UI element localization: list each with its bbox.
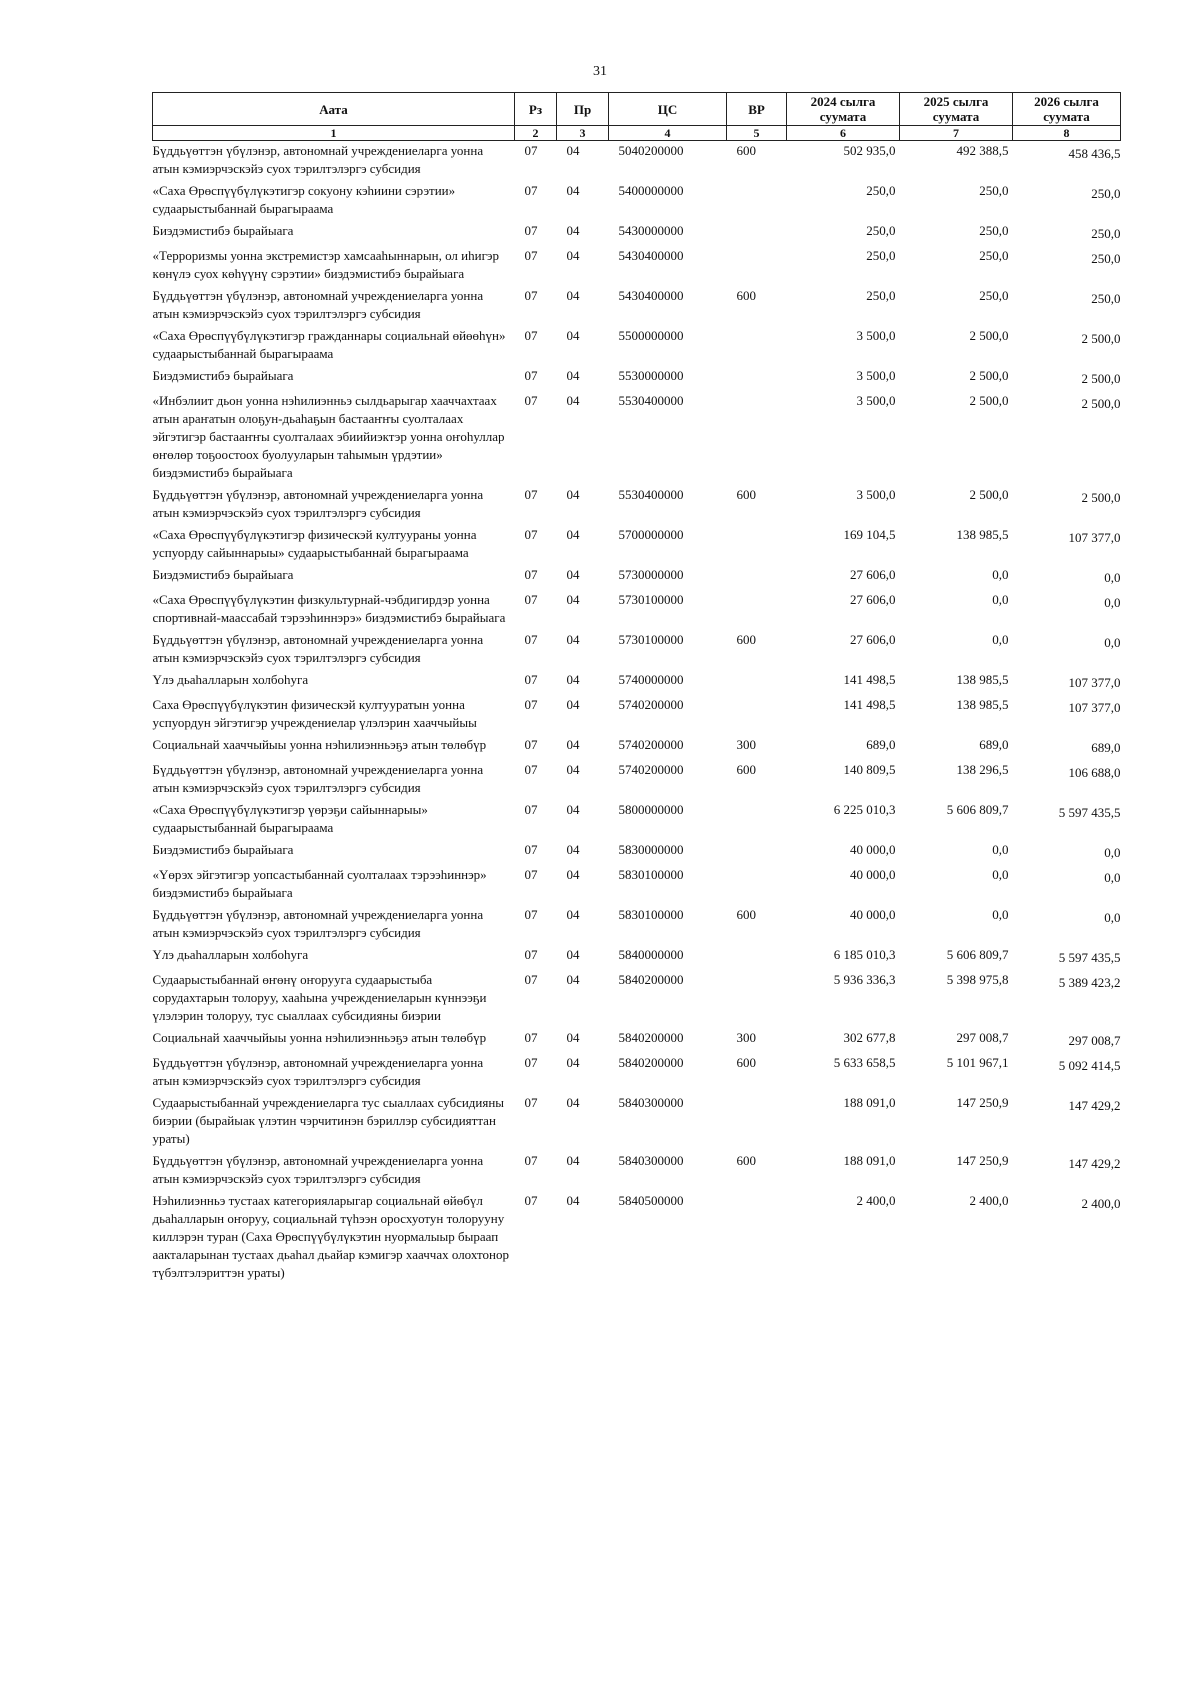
cell-2025: 0,0 (992, 567, 1009, 582)
cell-rz: 07 (524, 223, 538, 238)
cell-2025: 2 500,0 (969, 328, 1009, 343)
cell-2025: 5 398 975,8 (946, 972, 1009, 987)
cell-2024: 250,0 (866, 288, 896, 303)
cell-cs: 5840300000 (618, 1153, 684, 1168)
cell-pr: 04 (566, 972, 580, 987)
cell-2024: 3 500,0 (856, 393, 896, 408)
cell-2026: 250,0 (1091, 291, 1121, 306)
cell-pr: 04 (566, 183, 580, 198)
cell-pr: 04 (566, 328, 580, 343)
cell-name: Бүддьүөттэн үбүлэнэр, автономнай учреждениеларга уонна атын кэмиэрчэскэйэ суох тэрилтэлэргэ субсидия (152, 632, 484, 665)
table-row (153, 760, 1121, 800)
table-row (153, 525, 1121, 565)
table-row (153, 840, 1121, 865)
cell-pr: 04 (566, 527, 580, 542)
cell-2026: 297 008,7 (1068, 1033, 1121, 1048)
cell-name: Биэдэмистибэ бырайыага (152, 842, 294, 857)
cell-name: Биэдэмистибэ бырайыага (152, 223, 294, 238)
cell-2025: 138 985,5 (956, 672, 1009, 687)
cell-2026: 250,0 (1091, 226, 1121, 241)
cell-cs: 5430400000 (618, 288, 684, 303)
cell-rz: 07 (524, 1153, 538, 1168)
column-number: 2 (515, 126, 557, 141)
cell-vr: 600 (736, 1055, 756, 1070)
cell-2026: 0,0 (1104, 635, 1121, 650)
cell-pr: 04 (566, 1153, 580, 1168)
cell-2025: 250,0 (979, 183, 1009, 198)
cell-cs: 5730000000 (618, 567, 684, 582)
cell-pr: 04 (566, 1193, 580, 1208)
cell-name: «Терроризмы уонна экстремистэр хамсааһыннарын, ол иһигэр көнүлэ суох көһүүнү сэрэтии» биэдэмистибэ бырайыага (152, 248, 499, 281)
cell-pr: 04 (566, 672, 580, 687)
cell-name: «Саха Өрөспүүбүлүкэтигэр сокуону кэһиини сэрэтии» судаарыстыбаннай бырагыраама (152, 183, 456, 216)
cell-cs: 5740200000 (618, 697, 684, 712)
cell-pr: 04 (566, 143, 580, 158)
cell-2026: 5 597 435,5 (1058, 950, 1121, 965)
cell-rz: 07 (524, 1030, 538, 1045)
cell-rz: 07 (524, 697, 538, 712)
cell-2024: 27 606,0 (850, 567, 896, 582)
cell-rz: 07 (524, 328, 538, 343)
cell-cs: 5840200000 (618, 1055, 684, 1070)
cell-2024: 5 936 336,3 (833, 972, 896, 987)
cell-pr: 04 (566, 802, 580, 817)
cell-rz: 07 (524, 183, 538, 198)
cell-2024: 6 225 010,3 (833, 802, 896, 817)
cell-name: Биэдэмистибэ бырайыага (152, 567, 294, 582)
cell-rz: 07 (524, 867, 538, 882)
table-row (153, 1151, 1121, 1191)
cell-name: Бүддьүөттэн үбүлэнэр, автономнай учреждениеларга уонна атын кэмиэрчэскэйэ суох тэрилтэлэргэ субсидия (152, 487, 484, 520)
cell-vr (727, 1093, 787, 1151)
cell-2024: 188 091,0 (843, 1095, 896, 1110)
cell-2024: 250,0 (866, 248, 896, 263)
cell-2025: 5 101 967,1 (946, 1055, 1009, 1070)
cell-2024: 5 633 658,5 (833, 1055, 896, 1070)
cell-rz: 07 (524, 592, 538, 607)
cell-name: «Үөрэх эйгэтигэр уопсастыбаннай суолталаах тэрээһиннэр» биэдэмистибэ бырайыага (152, 867, 487, 900)
cell-pr: 04 (566, 288, 580, 303)
cell-cs: 5840200000 (618, 1030, 684, 1045)
table-row (153, 695, 1121, 735)
cell-cs: 5800000000 (618, 802, 684, 817)
cell-2025: 492 388,5 (956, 143, 1009, 158)
cell-2024: 3 500,0 (856, 368, 896, 383)
cell-2024: 40 000,0 (850, 867, 896, 882)
cell-2026: 5 597 435,5 (1058, 805, 1121, 820)
cell-rz: 07 (524, 567, 538, 582)
cell-cs: 5530400000 (618, 393, 684, 408)
table-row (153, 141, 1121, 182)
cell-vr: 300 (736, 1030, 756, 1045)
cell-cs: 5400000000 (618, 183, 684, 198)
cell-2025: 2 400,0 (969, 1193, 1009, 1208)
cell-cs: 5040200000 (618, 143, 684, 158)
cell-vr: 300 (736, 737, 756, 752)
cell-2025: 0,0 (992, 867, 1009, 882)
table-row (153, 945, 1121, 970)
cell-cs: 5840000000 (618, 947, 684, 962)
cell-cs: 5700000000 (618, 527, 684, 542)
cell-2024: 250,0 (866, 223, 896, 238)
cell-rz: 07 (524, 972, 538, 987)
cell-vr (727, 970, 787, 1028)
cell-cs: 5430400000 (618, 248, 684, 263)
cell-name: Нэһилиэнньэ тустаах категорияларыгар социальнай өйөбүл дьаһалларын оҥоруу, социальнай түһээн оросхуотун толорууну киллэрэн туран (Саха Өрөспүүбүлүкэтин нуормалыыр быраап аакталарынан тустаах дьаһал дьайар кэмигэр хааччах олохтонор түбэлтэлэриттэн ураты) (152, 1193, 510, 1280)
table-row (153, 630, 1121, 670)
cell-rz: 07 (524, 393, 538, 408)
cell-rz: 07 (524, 907, 538, 922)
cell-name: Үлэ дьаһалларын холбоһуга (152, 947, 309, 962)
cell-name: Биэдэмистибэ бырайыага (152, 368, 294, 383)
table-row (153, 1053, 1121, 1093)
header-vr: ВР (727, 93, 787, 126)
cell-2024: 6 185 010,3 (833, 947, 896, 962)
table-row (153, 1093, 1121, 1151)
cell-rz: 07 (524, 737, 538, 752)
page-number: 31 (593, 64, 607, 79)
cell-2025: 147 250,9 (956, 1153, 1009, 1168)
cell-2024: 689,0 (866, 737, 896, 752)
table-row (153, 735, 1121, 760)
budget-table (152, 92, 1121, 1285)
cell-pr: 04 (566, 248, 580, 263)
cell-rz: 07 (524, 248, 538, 263)
cell-name: «Саха Өрөспүүбүлүкэтигэр гражданнары социальнай өйөөһүн» судаарыстыбаннай бырагыраама (152, 328, 506, 361)
table-row (153, 800, 1121, 840)
cell-cs: 5530000000 (618, 368, 684, 383)
cell-rz: 07 (524, 1193, 538, 1208)
header-rz: Рз (515, 93, 557, 126)
table-row (153, 1028, 1121, 1053)
cell-2025: 2 500,0 (969, 487, 1009, 502)
cell-2026: 0,0 (1104, 845, 1121, 860)
cell-pr: 04 (566, 368, 580, 383)
cell-pr: 04 (566, 632, 580, 647)
table-body (153, 141, 1121, 1286)
cell-name: Бүддьүөттэн үбүлэнэр, автономнай учреждениеларга уонна атын кэмиэрчэскэйэ суох тэрилтэлэргэ субсидия (152, 1055, 484, 1088)
cell-vr (727, 326, 787, 366)
cell-vr (727, 670, 787, 695)
cell-vr: 600 (736, 1153, 756, 1168)
cell-2025: 0,0 (992, 907, 1009, 922)
cell-2025: 0,0 (992, 842, 1009, 857)
cell-2025: 5 606 809,7 (946, 802, 1009, 817)
cell-2026: 147 429,2 (1068, 1156, 1121, 1171)
table-row (153, 326, 1121, 366)
cell-rz: 07 (524, 1055, 538, 1070)
cell-2025: 138 296,5 (956, 762, 1009, 777)
cell-2025: 0,0 (992, 592, 1009, 607)
cell-2025: 250,0 (979, 288, 1009, 303)
cell-cs: 5840200000 (618, 972, 684, 987)
cell-rz: 07 (524, 672, 538, 687)
cell-2024: 27 606,0 (850, 592, 896, 607)
cell-pr: 04 (566, 393, 580, 408)
cell-vr (727, 590, 787, 630)
cell-name: Социальнай хааччыйыы уонна нэһилиэнньэҕэ атын төлөбүр (152, 1030, 487, 1045)
cell-2026: 250,0 (1091, 251, 1121, 266)
cell-name: «Саха Өрөспүүбүлүкэтигэр физическэй култуураны уонна успуорду сайыннарыы» судаарыстыбаннай бырагыраама (152, 527, 477, 560)
cell-rz: 07 (524, 762, 538, 777)
cell-2026: 0,0 (1104, 910, 1121, 925)
cell-2024: 40 000,0 (850, 842, 896, 857)
cell-pr: 04 (566, 1055, 580, 1070)
cell-2024: 2 400,0 (856, 1193, 896, 1208)
header-2026: 2026 сылга суумата (1013, 93, 1121, 126)
cell-2025: 138 985,5 (956, 697, 1009, 712)
table-row (153, 905, 1121, 945)
table-header-row (153, 93, 1121, 126)
cell-2024: 140 809,5 (843, 762, 896, 777)
cell-2024: 3 500,0 (856, 487, 896, 502)
cell-pr: 04 (566, 223, 580, 238)
cell-2026: 107 377,0 (1068, 675, 1121, 690)
cell-pr: 04 (566, 737, 580, 752)
cell-name: «Саха Өрөспүүбүлүкэтигэр үөрэҕи сайыннарыы» судаарыстыбаннай бырагыраама (152, 802, 428, 835)
cell-name: «Инбэлиит дьон уонна нэһилиэнньэ сылдьарыгар хааччахтаах атын араҥатын олоҕун-дьаһаҕын бастааҥҥы суолталаах эйгэтигэр бастааҥҥы суолталаах эбиийиэктэр уонна оҥоһуллар өҥөлөр тоҕоостоох буолууларын таһымын үрдэтии» биэдэмистибэ бырайыага (152, 393, 505, 480)
table-row (153, 181, 1121, 221)
cell-pr: 04 (566, 592, 580, 607)
cell-pr: 04 (566, 947, 580, 962)
column-number: 1 (153, 126, 515, 141)
cell-name: Саха Өрөспүүбүлүкэтин физическэй култууратын уонна успуордун эйгэтигэр учреждениелар үлэлэрин хааччыйыы (152, 697, 477, 730)
cell-2026: 689,0 (1091, 740, 1121, 755)
cell-2026: 2 500,0 (1081, 371, 1121, 386)
cell-2024: 188 091,0 (843, 1153, 896, 1168)
cell-rz: 07 (524, 288, 538, 303)
cell-cs: 5840300000 (618, 1095, 684, 1110)
cell-pr: 04 (566, 842, 580, 857)
cell-vr (727, 865, 787, 905)
cell-2025: 0,0 (992, 632, 1009, 647)
cell-vr (727, 565, 787, 590)
cell-cs: 5430000000 (618, 223, 684, 238)
table-row (153, 865, 1121, 905)
cell-2025: 138 985,5 (956, 527, 1009, 542)
cell-2026: 147 429,2 (1068, 1098, 1121, 1113)
column-number: 5 (727, 126, 787, 141)
cell-pr: 04 (566, 1095, 580, 1110)
cell-name: «Саха Өрөспүүбүлүкэтин физкультурнай-чэбдигирдэр уонна спортивнай-маассабай тэрээһиннэрэ» биэдэмистибэ бырайыага (152, 592, 506, 625)
cell-rz: 07 (524, 947, 538, 962)
cell-cs: 5730100000 (618, 592, 684, 607)
cell-vr (727, 1191, 787, 1285)
cell-cs: 5830100000 (618, 907, 684, 922)
column-number: 8 (1013, 126, 1121, 141)
cell-cs: 5740200000 (618, 762, 684, 777)
table-row (153, 485, 1121, 525)
cell-2026: 5 389 423,2 (1058, 975, 1121, 990)
cell-2025: 250,0 (979, 223, 1009, 238)
cell-cs: 5840500000 (618, 1193, 684, 1208)
header-pr: Пр (557, 93, 609, 126)
cell-name: Бүддьүөттэн үбүлэнэр, автономнай учреждениеларга уонна атын кэмиэрчэскэйэ суох тэрилтэлэргэ субсидия (152, 762, 484, 795)
header-cs: ЦС (609, 93, 727, 126)
cell-2026: 2 500,0 (1081, 331, 1121, 346)
cell-2024: 502 935,0 (843, 143, 896, 158)
header-2024: 2024 сылга суумата (787, 93, 900, 126)
cell-rz: 07 (524, 143, 538, 158)
cell-rz: 07 (524, 842, 538, 857)
cell-vr (727, 525, 787, 565)
cell-rz: 07 (524, 632, 538, 647)
cell-name: Бүддьүөттэн үбүлэнэр, автономнай учреждениеларга уонна атын кэмиэрчэскэйэ суох тэрилтэлэргэ субсидия (152, 288, 484, 321)
cell-2026: 5 092 414,5 (1058, 1058, 1121, 1073)
table-row (153, 565, 1121, 590)
table-row (153, 670, 1121, 695)
cell-vr: 600 (736, 487, 756, 502)
cell-2026: 2 500,0 (1081, 396, 1121, 411)
cell-rz: 07 (524, 368, 538, 383)
cell-2024: 302 677,8 (843, 1030, 896, 1045)
table-row (153, 1191, 1121, 1285)
cell-2025: 297 008,7 (956, 1030, 1009, 1045)
column-number: 6 (787, 126, 900, 141)
cell-2024: 27 606,0 (850, 632, 896, 647)
cell-2026: 2 500,0 (1081, 490, 1121, 505)
cell-vr: 600 (736, 143, 756, 158)
cell-cs: 5530400000 (618, 487, 684, 502)
cell-vr (727, 800, 787, 840)
cell-2026: 0,0 (1104, 570, 1121, 585)
cell-2026: 107 377,0 (1068, 700, 1121, 715)
cell-vr (727, 366, 787, 391)
cell-rz: 07 (524, 1095, 538, 1110)
table-row (153, 366, 1121, 391)
cell-cs: 5830000000 (618, 842, 684, 857)
cell-name: Үлэ дьаһалларын холбоһуга (152, 672, 309, 687)
cell-name: Бүддьүөттэн үбүлэнэр, автономнай учреждениеларга уонна атын кэмиэрчэскэйэ суох тэрилтэлэргэ субсидия (152, 1153, 484, 1186)
cell-2024: 141 498,5 (843, 672, 896, 687)
column-number: 4 (609, 126, 727, 141)
cell-vr: 600 (736, 288, 756, 303)
cell-2025: 689,0 (979, 737, 1009, 752)
cell-rz: 07 (524, 487, 538, 502)
cell-2024: 141 498,5 (843, 697, 896, 712)
header-2025: 2025 сылга суумата (900, 93, 1013, 126)
cell-pr: 04 (566, 867, 580, 882)
cell-name: Бүддьүөттэн үбүлэнэр, автономнай учреждениеларга уонна атын кэмиэрчэскэйэ суох тэрилтэлэргэ субсидия (152, 907, 484, 940)
cell-2025: 5 606 809,7 (946, 947, 1009, 962)
cell-2026: 0,0 (1104, 870, 1121, 885)
column-number-row (153, 126, 1121, 141)
cell-cs: 5740200000 (618, 737, 684, 752)
table-row (153, 970, 1121, 1028)
column-number: 7 (900, 126, 1013, 141)
cell-2026: 2 400,0 (1081, 1196, 1121, 1211)
cell-pr: 04 (566, 487, 580, 502)
table-row (153, 391, 1121, 485)
cell-name: Социальнай хааччыйыы уонна нэһилиэнньэҕэ атын төлөбүр (152, 737, 487, 752)
cell-cs: 5740000000 (618, 672, 684, 687)
cell-2026: 250,0 (1091, 186, 1121, 201)
cell-cs: 5500000000 (618, 328, 684, 343)
cell-2024: 250,0 (866, 183, 896, 198)
cell-2024: 169 104,5 (843, 527, 896, 542)
cell-cs: 5730100000 (618, 632, 684, 647)
cell-vr (727, 221, 787, 246)
cell-pr: 04 (566, 697, 580, 712)
cell-pr: 04 (566, 567, 580, 582)
cell-vr (727, 391, 787, 485)
cell-name: Судаарыстыбаннай учреждениеларга тус сыаллаах субсидияны биэрии (бырайыак үлэтин чэрчитинэн бэриллэр субсидияттан ураты) (152, 1095, 505, 1146)
table-row (153, 590, 1121, 630)
cell-vr (727, 695, 787, 735)
cell-name: Судаарыстыбаннай өҥөнү оҥорууга судаарыстыба сорудахтарын толоруу, хааһына учреждениеларын күннээҕи үлэлэрин толоруу, тус сыаллаах субсидияны биэрии (152, 972, 487, 1023)
cell-2024: 3 500,0 (856, 328, 896, 343)
cell-2025: 147 250,9 (956, 1095, 1009, 1110)
cell-2026: 0,0 (1104, 595, 1121, 610)
cell-pr: 04 (566, 762, 580, 777)
cell-vr: 600 (736, 762, 756, 777)
cell-vr (727, 246, 787, 286)
table-row (153, 221, 1121, 246)
cell-2025: 250,0 (979, 248, 1009, 263)
cell-2024: 40 000,0 (850, 907, 896, 922)
cell-2026: 106 688,0 (1068, 765, 1121, 780)
table-row (153, 286, 1121, 326)
cell-rz: 07 (524, 527, 538, 542)
cell-2025: 2 500,0 (969, 393, 1009, 408)
cell-pr: 04 (566, 907, 580, 922)
cell-vr (727, 945, 787, 970)
cell-2026: 458 436,5 (1068, 146, 1121, 161)
cell-2026: 107 377,0 (1068, 530, 1121, 545)
cell-vr: 600 (736, 632, 756, 647)
cell-rz: 07 (524, 802, 538, 817)
cell-name: Бүддьүөттэн үбүлэнэр, автономнай учреждениеларга уонна атын кэмиэрчэскэйэ суох тэрилтэлэргэ субсидия (152, 143, 484, 176)
column-number: 3 (557, 126, 609, 141)
cell-vr (727, 181, 787, 221)
cell-2025: 2 500,0 (969, 368, 1009, 383)
cell-cs: 5830100000 (618, 867, 684, 882)
cell-vr (727, 840, 787, 865)
cell-vr: 600 (736, 907, 756, 922)
cell-pr: 04 (566, 1030, 580, 1045)
table-row (153, 246, 1121, 286)
header-name: Аата (153, 93, 515, 126)
